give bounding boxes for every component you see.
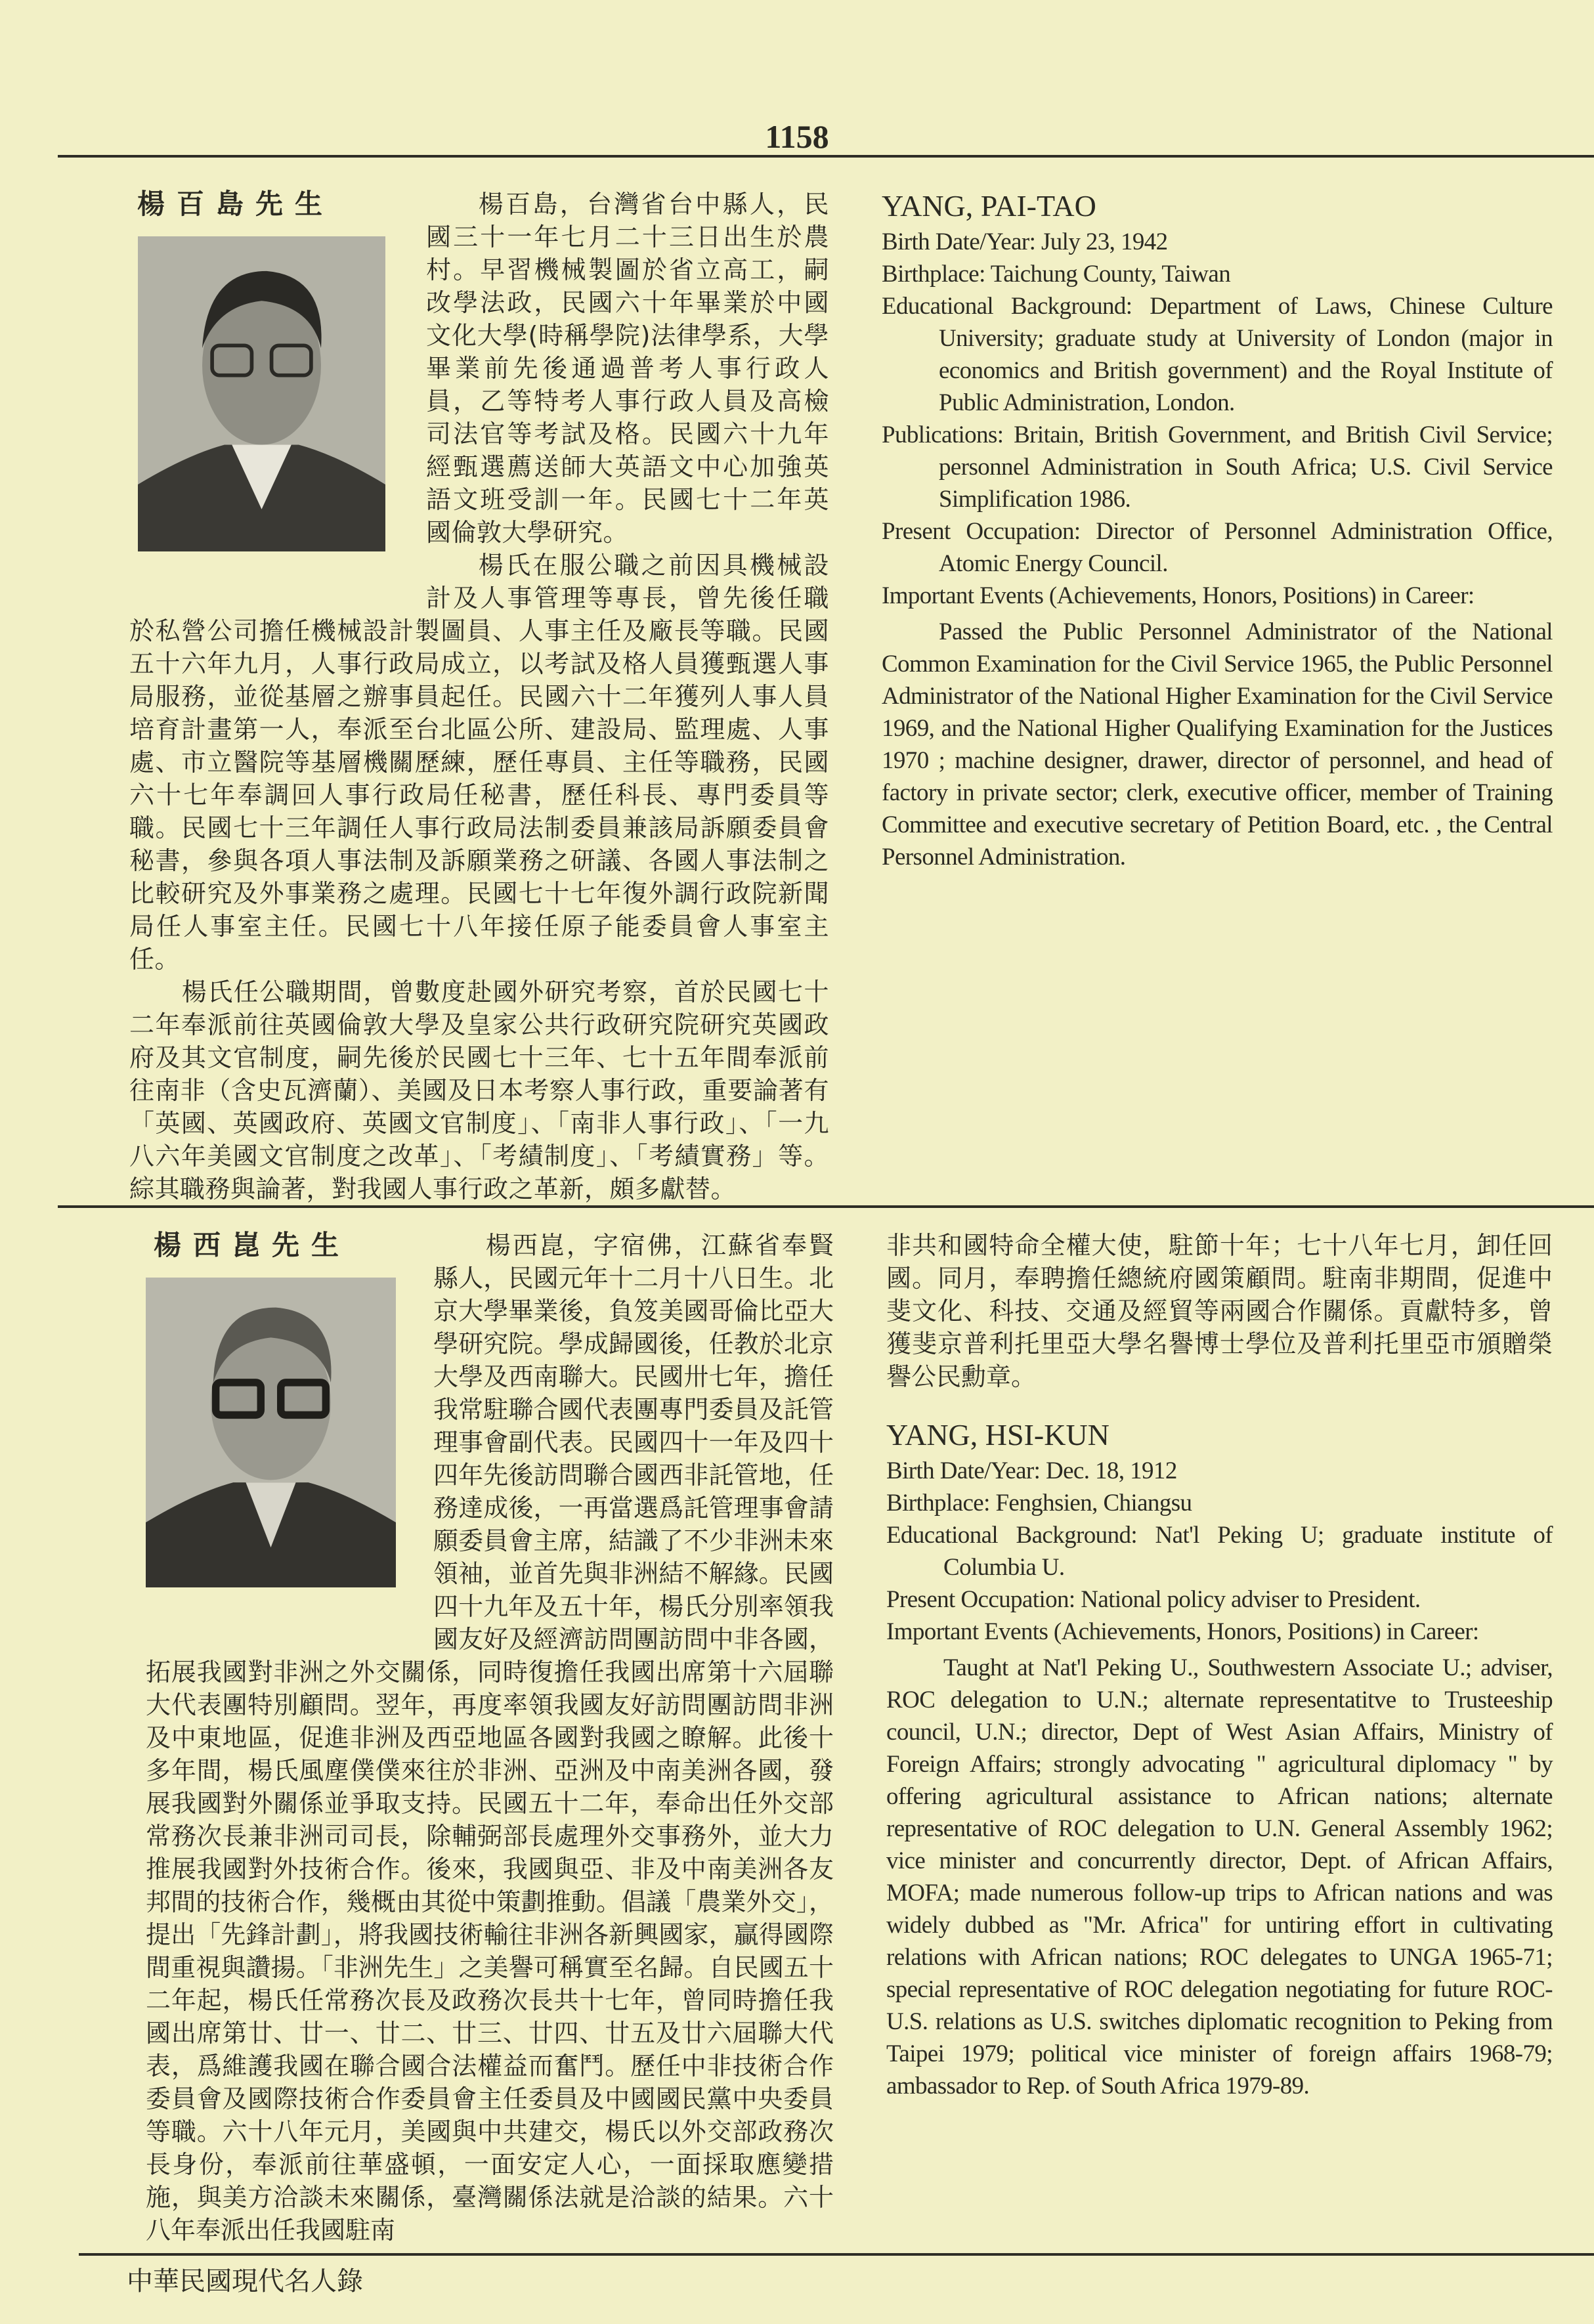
field-value: Britain, British Government, and British Civil Service; personnel Administration in South Africa; U.S. Civil Service Simplification 1986. bbox=[939, 421, 1553, 513]
field-label: Birthplace: bbox=[886, 1490, 990, 1517]
birthplace-field bbox=[882, 258, 1553, 290]
entry-2-chinese bbox=[146, 1229, 834, 2247]
entry-2 bbox=[0, 1229, 1594, 2247]
field-label: Birth Date/Year: bbox=[886, 1457, 1041, 1484]
entry-1-english bbox=[882, 188, 1553, 873]
field-label: Present Occupation: bbox=[886, 1586, 1075, 1613]
publications-field bbox=[882, 419, 1553, 515]
chinese-name: 楊西崑先生 bbox=[154, 1229, 351, 1261]
entry-2-english bbox=[886, 1417, 1553, 2102]
occupation-field bbox=[882, 515, 1553, 580]
entry-2-chinese-continued bbox=[886, 1229, 1553, 1393]
field-value: Director of Personnel Administration Office, Atomic Energy Council. bbox=[939, 518, 1553, 577]
portrait-photo bbox=[138, 236, 385, 551]
bio-paragraph: 楊氏任公職期間，曾數度赴國外研究考察，首於民國七十二年奉派前往英國倫敦大學及皇家公共行政研究院研究英國政府及其文官制度，嗣先後於民國七十三年、七十五年間奉派前往南非（含史瓦濟蘭）、美國及日本考察人事行政，重要論著有「英國、英國政府、英國文官制度」、「南非人事行政」、「一九八六年美國文官制度之改革」、「考績制度」、「考績實務」等。綜其職務與論著，對我國人事行政之革新，頗多獻替。 bbox=[129, 978, 829, 1203]
top-rule bbox=[58, 155, 1594, 158]
field-label: Birth Date/Year: bbox=[882, 228, 1036, 255]
english-name: YANG, HSI-KUN bbox=[886, 1418, 1109, 1452]
field-label: Birthplace: bbox=[882, 261, 985, 288]
field-value: Taichung County, Taiwan bbox=[990, 261, 1231, 288]
field-label: Educational Background: bbox=[886, 1522, 1138, 1549]
bio-paragraph: 楊西崑，字宿佛，江蘇省奉賢縣人，民國元年十二月十八日生。北京大學畢業後，負笈美國哥倫比亞大學研究院。學成歸國後，任教於北京大學及西南聯大。民國卅七年，擔任我常駐聯合國代表團專門委員及託管理事會副代表。民國四十一年及四十四年先後訪問聯合國西非託管地，任務達成後，一再當選爲託管理事會請願委員會主席，結識了不少非洲未來領袖，並首先與非洲結不解緣。民國四十九年及五十年，楊氏分別率領我國友好及經濟訪問團訪問中非各國，拓展我國對非洲之外交關係，同時復擔任我國出席第十六屆聯大代表團特別顧問。翌年，再度率領我國友好訪問團訪問非洲及中東地區，促進非洲及西亞地區各國對我國之瞭解。此後十多年間，楊氏風塵僕僕來往於非洲、亞洲及中南美洲各國，發展我國對外關係並爭取支持。民國五十二年，奉命出任外交部常務次長兼非洲司司長，除輔弼部長處理外交事務外，並大力推展我國對外技術合作。後來，我國與亞、非及中南美洲各友邦間的技術合作，幾概由其從中策劃推動。倡議「農業外交」，提出「先鋒計劃」，將我國技術輸往非洲各新興國家，贏得國際間重視與讚揚。「非洲先生」之美譽可稱實至名歸。自民國五十二年起，楊氏任常務次長及政務次長共十七年，曾同時擔任我國出席第廿、廿一、廿二、廿三、廿四、廿五及廿六屆聯大代表，爲維護我國在聯合國合法權益而奮鬥。歷任中非技術合作委員會及國際技術合作委員會主任委員及中國國民黨中央委員等職。六十八年元月，美國與中共建交，楊氏以外交部政務次長身份，奉派前往華盛頓，一面安定人心，一面採取應變措施，與美方洽談未來關係，臺灣關係法就是洽談的結果。六十八年奉派出任我國駐南 bbox=[146, 1231, 834, 2245]
page-number: 1158 bbox=[765, 118, 829, 155]
entry-2-right-column bbox=[886, 1229, 1553, 2102]
portrait-photo bbox=[146, 1278, 396, 1587]
field-value: Nat'l Peking U; graduate institute of Columbia U. bbox=[943, 1522, 1553, 1581]
education-field bbox=[882, 290, 1553, 419]
entry-1-chinese bbox=[129, 188, 829, 1205]
field-label: Educational Background: bbox=[882, 293, 1132, 320]
chinese-name: 楊百島先生 bbox=[137, 188, 335, 220]
occupation-field bbox=[886, 1583, 1553, 1616]
field-label: Publications: bbox=[882, 421, 1004, 448]
events-label: Important Events (Achievements, Honors, Positions) in Career: bbox=[882, 582, 1475, 609]
field-label: Present Occupation: bbox=[882, 518, 1081, 545]
book-title-footer: 中華民國現代名人錄 bbox=[127, 2266, 363, 2296]
field-value: Dec. 18, 1912 bbox=[1045, 1457, 1177, 1484]
birth-date-field bbox=[882, 226, 1553, 258]
field-value: Fenghsien, Chiangsu bbox=[995, 1490, 1192, 1517]
bio-continued: 非共和國特命全權大使，駐節十年；七十八年七月，卸任回國。同月，奉聘擔任總統府國策顧問。駐南非期間，促進中斐文化、科技、交通及經貿等兩國合作關係。貢獻特多，曾獲斐京普利托里亞大學名譽博士學位及普利托里亞市頒贈榮譽公民勳章。 bbox=[886, 1231, 1553, 1391]
events-label: Important Events (Achievements, Honors, Positions) in Career: bbox=[886, 1618, 1479, 1645]
entry-1 bbox=[0, 188, 1594, 1205]
bio-paragraph: 楊百島，台灣省台中縣人，民國三十一年七月二十三日出生於農村。早習機械製圖於省立高工，嗣改學法政，民國六十年畢業於中國文化大學(時稱學院)法律學系，大學畢業前先後通過普考人事行政人員，乙等特考人事行政人員及高檢司法官等考試及格。民國六十九年經甄選薦送師大英語文中心加強英語文班受訓一年。民國七十二年英國倫敦大學研究。 bbox=[426, 190, 829, 547]
education-field bbox=[886, 1519, 1553, 1583]
birthplace-field bbox=[886, 1487, 1553, 1519]
field-value: July 23, 1942 bbox=[1041, 228, 1168, 255]
middle-rule bbox=[58, 1205, 1594, 1208]
birth-date-field bbox=[886, 1455, 1553, 1487]
english-name: YANG, PAI-TAO bbox=[882, 189, 1096, 223]
events-text: Passed the Public Personnel Administrator of the National Common Examination for the Civil Service 1965, the Public Personnel Administrator of the National Higher Examination for the Civil Service 1969, and the National Higher Qualifying Examination for the Justices 1970 ; machine designer, drawer, director of personnel, and head of factory in private sector; clerk, executive officer, member of Training Committee and executive secretary of Petition Board, etc. , the Central Personnel Administration. bbox=[882, 618, 1553, 871]
events-text: Taught at Nat'l Peking U., Southwestern Associate U.; adviser, ROC delegation to U.N.; alternate representatitve to Trusteeship council, U.N.; director, Dept of West Asian Affairs, Ministry of Foreign Affairs; strongly advocating " agricultural diplomacy " by offering agricultural assistance to African nations; alternate representative of ROC delegation to U.N. General Assembly 1962; vice minister and concurrently director, Dept. of African Affairs, MOFA; made numerous follow-up trips to African nations and was widely dubbed as "Mr. Africa" for untiring effort in cultivating relations with African nations; ROC delegates to UNGA 1965-71; special representative of ROC delegation negotiating for future ROC-U.S. relations as U.S. switches diplomatic recognition to Peking from Taipei 1979; political vice minister of foreign affairs 1968-79; ambassador to Rep. of South Africa 1979-89. bbox=[886, 1654, 1553, 2099]
bio-paragraph: 楊氏在服公職之前因具機械設計及人事管理等專長，曾先後任職於私營公司擔任機械設計製圖員、人事主任及廠長等職。民國五十六年九月，人事行政局成立，以考試及格人員獲甄選人事局服務，並從基層之辦事員起任。民國六十二年獲列人事人員培育計畫第一人，奉派至台北區公所、建設局、監理處、人事處、市立醫院等基層機關歷練，歷任專員、主任等職務，民國六十七年奉調回人事行政局任秘書，歷任科長、專門委員等職。民國七十三年調任人事行政局法制委員兼該局訴願委員會秘書，參與各項人事法制及訴願業務之研議、各國人事法制之比較研究及外事業務之處理。民國七十七年復外調行政院新聞局任人事室主任。民國七十八年接任原子能委員會人事室主任。 bbox=[129, 551, 829, 974]
field-value: National policy adviser to President. bbox=[1081, 1586, 1421, 1613]
field-value: Department of Laws, Chinese Culture University; graduate study at University of London (major in economics and British government) and the Royal Institute of Public Administration, London. bbox=[939, 293, 1553, 416]
bottom-rule bbox=[79, 2253, 1594, 2256]
